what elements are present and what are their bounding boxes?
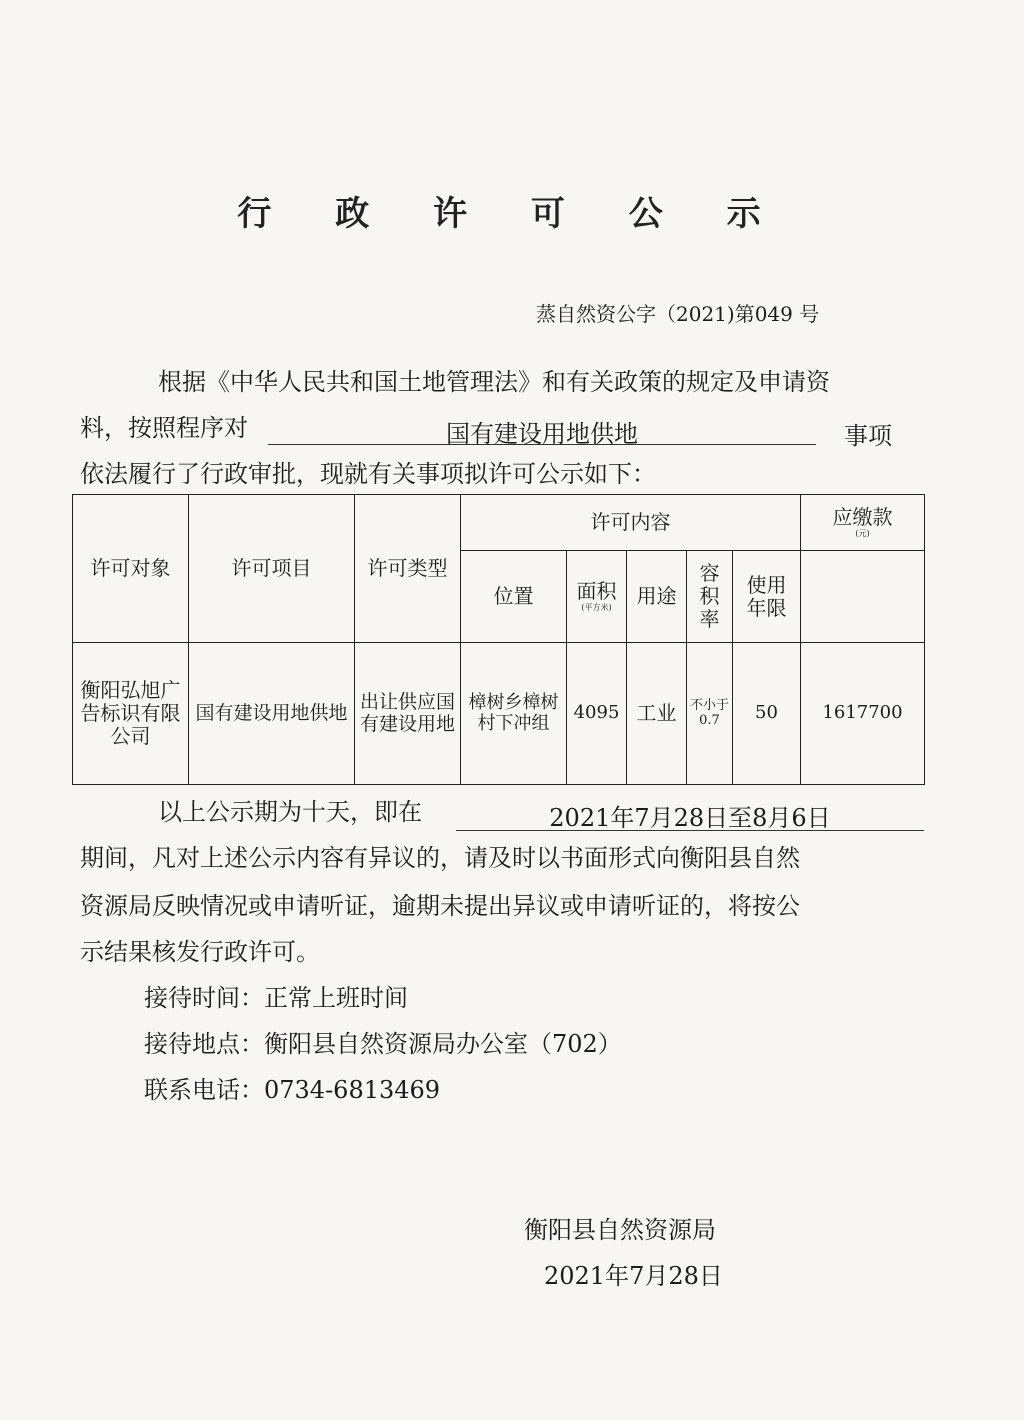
header-permit-item: 许可项目 bbox=[189, 495, 355, 643]
notice-line-2: 期间，凡对上述公示内容有异议的，请及时以书面形式向衡阳县自然 bbox=[80, 844, 800, 872]
intro-line-2-suffix: 事项 bbox=[844, 422, 892, 450]
header-use-term bbox=[733, 551, 801, 643]
header-floor-area-ratio bbox=[687, 551, 733, 643]
header-term-line-1: 使用 bbox=[746, 572, 787, 597]
cell-location: 樟树乡樟树村下冲组 bbox=[461, 643, 567, 785]
period-prefix: 以上公示期为十天，即在 bbox=[158, 798, 422, 826]
header-permit-content: 许可内容 bbox=[461, 495, 801, 551]
header-area bbox=[567, 551, 627, 643]
cell-area: 4095 bbox=[567, 643, 627, 785]
header-usage: 用途 bbox=[627, 551, 687, 643]
issuer-name: 衡阳县自然资源局 bbox=[524, 1216, 716, 1244]
cell-use-term: 50 bbox=[733, 643, 801, 785]
header-fee-blank bbox=[801, 551, 925, 643]
cell-permit-object: 衡阳弘旭广告标识有限公司 bbox=[73, 643, 189, 785]
notice-line-4: 示结果核发行政许可。 bbox=[80, 938, 320, 966]
issue-date: 2021年7月28日 bbox=[544, 1262, 723, 1290]
header-area-unit: (平方米) bbox=[581, 603, 612, 612]
cell-usage: 工业 bbox=[627, 643, 687, 785]
reception-time: 接待时间：正常上班时间 bbox=[144, 984, 408, 1012]
cell-permit-type: 出让供应国有建设用地 bbox=[355, 643, 461, 785]
intro-line-1: 根据《中华人民共和国土地管理法》和有关政策的规定及申请资 bbox=[158, 368, 830, 396]
intro-fill-value: 国有建设用地供地 bbox=[446, 420, 638, 448]
header-area-label: 面积 bbox=[576, 579, 617, 603]
header-far-char-1: 容 bbox=[699, 561, 720, 585]
intro-line-2-prefix: 料，按照程序对 bbox=[80, 414, 248, 442]
permit-table bbox=[72, 494, 925, 785]
header-permit-object: 许可对象 bbox=[73, 495, 189, 643]
period-value: 2021年7月28日至8月6日 bbox=[549, 804, 831, 832]
header-fee-unit: (元) bbox=[855, 529, 870, 538]
cell-permit-item: 国有建设用地供地 bbox=[189, 643, 355, 785]
document-number: 蒸自然资公字（2021)第049 号 bbox=[536, 302, 820, 326]
notice-line-3: 资源局反映情况或申请听证，逾期未提出异议或申请听证的，将按公 bbox=[80, 892, 800, 920]
header-fee-label: 应缴款 bbox=[832, 505, 893, 529]
header-fee bbox=[801, 495, 925, 551]
header-permit-type: 许可类型 bbox=[355, 495, 461, 643]
header-far-char-3: 率 bbox=[699, 607, 720, 631]
header-term-line-2: 年限 bbox=[746, 595, 787, 620]
cell-floor-area-ratio: 不小于0.7 bbox=[687, 643, 733, 785]
table-row bbox=[73, 643, 925, 785]
cell-fee: 1617700 bbox=[801, 643, 925, 785]
header-location: 位置 bbox=[461, 551, 567, 643]
intro-line-3: 依法履行了行政审批，现就有关事项拟许可公示如下： bbox=[80, 460, 656, 488]
reception-place: 接待地点：衡阳县自然资源局办公室（702） bbox=[144, 1030, 622, 1058]
header-far-char-2: 积 bbox=[699, 584, 720, 608]
contact-phone: 联系电话：0734-6813469 bbox=[144, 1076, 441, 1104]
page-title: 行 政 许 可 公 示 bbox=[237, 194, 787, 234]
